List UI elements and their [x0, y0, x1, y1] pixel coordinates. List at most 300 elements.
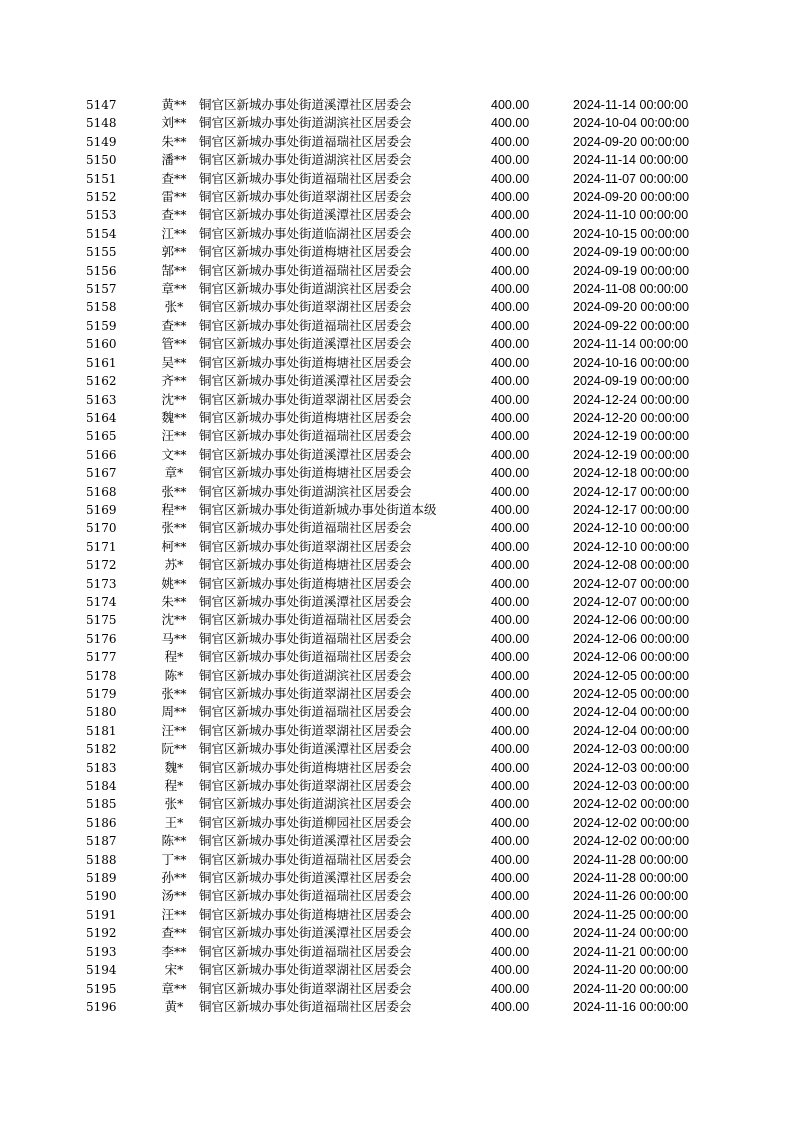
record-id-cell: 5183 [86, 760, 117, 775]
issue-date-cell: 2024-09-19 00:00:00 [573, 374, 690, 389]
issue-date-cell: 2024-12-04 00:00:00 [573, 705, 690, 720]
recipient-name-cell: 郜** [161, 262, 187, 278]
records-table [86, 96, 733, 1016]
recipient-name-cell: 沈** [161, 391, 187, 407]
amount-cell: 400.00 [491, 760, 530, 775]
record-id-cell: 5194 [86, 963, 117, 978]
recipient-name-cell: 黄* [164, 998, 184, 1014]
record-id-cell: 5158 [86, 300, 117, 315]
issue-date-cell: 2024-12-02 00:00:00 [573, 797, 690, 812]
record-id-cell: 5151 [86, 171, 117, 186]
record-id-cell: 5149 [86, 134, 117, 149]
issue-date-cell: 2024-12-03 00:00:00 [573, 742, 690, 757]
table-row [86, 427, 733, 445]
record-id-cell: 5179 [86, 687, 117, 701]
organization-cell: 铜官区新城办事处街道梅塘社区居委会 [199, 244, 412, 260]
record-id-cell: 5163 [86, 392, 117, 407]
table-row [86, 943, 733, 961]
record-id-cell: 5175 [86, 613, 117, 628]
table-row [86, 832, 733, 850]
recipient-name-cell: 丁** [161, 851, 187, 867]
issue-date-cell: 2024-12-02 00:00:00 [573, 834, 690, 849]
issue-date-cell: 2024-11-21 00:00:00 [573, 944, 689, 959]
amount-cell: 400.00 [491, 337, 530, 352]
record-id-cell: 5170 [86, 521, 117, 536]
amount-cell: 400.00 [491, 318, 530, 333]
table-row [86, 317, 733, 335]
issue-date-cell: 2024-12-08 00:00:00 [573, 558, 690, 573]
amount-cell: 400.00 [491, 981, 530, 996]
table-row [86, 980, 733, 998]
recipient-name-cell: 刘** [161, 115, 187, 131]
issue-date-cell: 2024-12-07 00:00:00 [573, 594, 690, 609]
table-row [86, 96, 733, 114]
recipient-name-cell: 齐** [161, 373, 187, 389]
table-row [86, 335, 733, 353]
record-id-cell: 5191 [86, 907, 117, 922]
organization-cell: 铜官区新城办事处街道湖滨社区居委会 [199, 281, 412, 297]
recipient-name-cell: 查** [161, 317, 187, 333]
amount-cell: 400.00 [491, 282, 530, 297]
table-row [86, 262, 733, 280]
amount-cell: 400.00 [491, 447, 530, 462]
organization-cell: 铜官区新城办事处街道福瑞社区居委会 [199, 630, 412, 646]
issue-date-cell: 2024-09-20 00:00:00 [573, 190, 690, 205]
recipient-name-cell: 查** [161, 170, 187, 186]
issue-date-cell: 2024-12-19 00:00:00 [573, 447, 690, 462]
record-id-cell: 5157 [86, 282, 117, 297]
organization-cell: 铜官区新城办事处街道梅塘社区居委会 [199, 354, 412, 370]
recipient-name-cell: 马** [161, 630, 187, 646]
table-row [86, 151, 733, 169]
recipient-name-cell: 黄** [161, 97, 187, 112]
record-id-cell: 5166 [86, 447, 117, 462]
recipient-name-cell: 文** [161, 446, 187, 462]
table-row [86, 354, 733, 372]
issue-date-cell: 2024-11-08 00:00:00 [573, 282, 689, 297]
amount-cell: 400.00 [491, 631, 530, 646]
table-row [86, 998, 733, 1016]
table-row [86, 446, 733, 464]
issue-date-cell: 2024-12-10 00:00:00 [573, 521, 690, 536]
amount-cell: 400.00 [491, 926, 530, 941]
amount-cell: 400.00 [491, 502, 530, 517]
table-row [86, 556, 733, 574]
recipient-name-cell: 程* [164, 649, 184, 665]
issue-date-cell: 2024-11-24 00:00:00 [573, 926, 689, 941]
organization-cell: 铜官区新城办事处街道梅塘社区居委会 [199, 557, 412, 573]
issue-date-cell: 2024-11-25 00:00:00 [573, 907, 689, 922]
amount-cell: 400.00 [491, 907, 530, 922]
issue-date-cell: 2024-09-22 00:00:00 [573, 318, 690, 333]
record-id-cell: 5186 [86, 815, 117, 830]
organization-cell: 铜官区新城办事处街道柳园社区居委会 [199, 814, 412, 830]
issue-date-cell: 2024-09-19 00:00:00 [573, 263, 690, 278]
issue-date-cell: 2024-10-04 00:00:00 [573, 116, 690, 131]
issue-date-cell: 2024-10-15 00:00:00 [573, 226, 690, 241]
record-id-cell: 5176 [86, 631, 117, 646]
recipient-name-cell: 孙** [161, 870, 187, 886]
table-row [86, 206, 733, 224]
table-row [86, 740, 733, 758]
table-row [86, 170, 733, 188]
recipient-name-cell: 宋* [164, 962, 184, 978]
recipient-name-cell: 陈* [164, 667, 184, 683]
amount-cell: 400.00 [491, 576, 530, 591]
recipient-name-cell: 汪** [161, 428, 187, 444]
amount-cell: 400.00 [491, 852, 530, 867]
records-table-body [86, 96, 733, 1016]
recipient-name-cell: 姚** [161, 575, 187, 591]
recipient-name-cell: 汤** [161, 888, 187, 904]
recipient-name-cell: 张** [161, 686, 187, 701]
record-id-cell: 5156 [86, 263, 117, 278]
record-id-cell: 5195 [86, 981, 117, 996]
organization-cell: 铜官区新城办事处街道翠湖社区居委会 [199, 538, 412, 554]
record-id-cell: 5169 [86, 502, 117, 517]
recipient-name-cell: 郭** [161, 244, 187, 260]
issue-date-cell: 2024-09-20 00:00:00 [573, 300, 690, 315]
amount-cell: 400.00 [491, 705, 530, 720]
amount-cell: 400.00 [491, 521, 530, 536]
amount-cell: 400.00 [491, 650, 530, 665]
recipient-name-cell: 江** [161, 225, 187, 241]
organization-cell: 铜官区新城办事处街道翠湖社区居委会 [199, 962, 412, 978]
record-id-cell: 5160 [86, 337, 117, 352]
organization-cell: 铜官区新城办事处街道梅塘社区居委会 [199, 575, 412, 591]
amount-cell: 400.00 [491, 484, 530, 499]
amount-cell: 400.00 [491, 208, 530, 223]
recipient-name-cell: 陈** [161, 833, 187, 849]
organization-cell: 铜官区新城办事处街道福瑞社区居委会 [199, 262, 412, 278]
issue-date-cell: 2024-11-14 00:00:00 [573, 98, 689, 112]
issue-date-cell: 2024-12-07 00:00:00 [573, 576, 690, 591]
issue-date-cell: 2024-11-10 00:00:00 [573, 208, 689, 223]
table-row [86, 630, 733, 648]
issue-date-cell: 2024-12-05 00:00:00 [573, 687, 690, 701]
issue-date-cell: 2024-12-06 00:00:00 [573, 650, 690, 665]
organization-cell: 铜官区新城办事处街道翠湖社区居委会 [199, 778, 412, 794]
table-row [86, 409, 733, 427]
organization-cell: 铜官区新城办事处街道临湖社区居委会 [199, 225, 412, 241]
table-row [86, 869, 733, 887]
recipient-name-cell: 程* [164, 778, 184, 794]
recipient-name-cell: 吴** [161, 354, 187, 370]
organization-cell: 铜官区新城办事处街道福瑞社区居委会 [199, 133, 412, 149]
issue-date-cell: 2024-11-07 00:00:00 [573, 171, 689, 186]
table-row [86, 298, 733, 316]
issue-date-cell: 2024-12-03 00:00:00 [573, 779, 690, 794]
record-id-cell: 5167 [86, 466, 117, 481]
table-row [86, 538, 733, 556]
organization-cell: 铜官区新城办事处街道福瑞社区居委会 [199, 612, 412, 628]
table-row [86, 114, 733, 132]
record-id-cell: 5154 [86, 226, 117, 241]
issue-date-cell: 2024-11-14 00:00:00 [573, 153, 689, 168]
organization-cell: 铜官区新城办事处街道翠湖社区居委会 [199, 299, 412, 315]
amount-cell: 400.00 [491, 429, 530, 444]
record-id-cell: 5159 [86, 318, 117, 333]
amount-cell: 400.00 [491, 171, 530, 186]
table-row [86, 133, 733, 151]
table-row [86, 243, 733, 261]
record-id-cell: 5185 [86, 797, 117, 812]
recipient-name-cell: 张** [161, 520, 187, 536]
recipient-name-cell: 阮** [161, 741, 187, 757]
recipient-name-cell: 章** [161, 281, 187, 297]
issue-date-cell: 2024-11-14 00:00:00 [573, 337, 689, 352]
recipient-name-cell: 管** [161, 336, 187, 352]
recipient-name-cell: 苏* [164, 557, 184, 573]
recipient-name-cell: 查** [161, 925, 187, 941]
recipient-name-cell: 章** [161, 980, 187, 996]
table-row [86, 667, 733, 685]
table-row [86, 464, 733, 482]
record-id-cell: 5190 [86, 889, 117, 904]
organization-cell: 铜官区新城办事处街道福瑞社区居委会 [199, 888, 412, 904]
organization-cell: 铜官区新城办事处街道溪潭社区居委会 [199, 925, 412, 941]
amount-cell: 400.00 [491, 815, 530, 830]
organization-cell: 铜官区新城办事处街道翠湖社区居委会 [199, 722, 412, 738]
record-id-cell: 5162 [86, 374, 117, 389]
amount-cell: 400.00 [491, 263, 530, 278]
issue-date-cell: 2024-12-17 00:00:00 [573, 484, 690, 499]
issue-date-cell: 2024-12-04 00:00:00 [573, 723, 690, 738]
amount-cell: 400.00 [491, 889, 530, 904]
issue-date-cell: 2024-09-20 00:00:00 [573, 134, 690, 149]
recipient-name-cell: 李** [161, 943, 187, 959]
table-row [86, 519, 733, 537]
recipient-name-cell: 程** [161, 501, 187, 517]
issue-date-cell: 2024-12-02 00:00:00 [573, 815, 690, 830]
issue-date-cell: 2024-12-10 00:00:00 [573, 539, 690, 554]
recipient-name-cell: 查** [161, 207, 187, 223]
record-id-cell: 5181 [86, 723, 117, 738]
issue-date-cell: 2024-12-18 00:00:00 [573, 466, 690, 481]
organization-cell: 铜官区新城办事处街道福瑞社区居委会 [199, 998, 412, 1014]
organization-cell: 铜官区新城办事处街道湖滨社区居委会 [199, 115, 412, 131]
table-row [86, 280, 733, 298]
issue-date-cell: 2024-12-05 00:00:00 [573, 668, 690, 683]
table-row [86, 703, 733, 721]
organization-cell: 铜官区新城办事处街道湖滨社区居委会 [199, 483, 412, 499]
record-id-cell: 5150 [86, 153, 117, 168]
amount-cell: 400.00 [491, 355, 530, 370]
recipient-name-cell: 雷** [161, 189, 187, 205]
organization-cell: 铜官区新城办事处街道福瑞社区居委会 [199, 943, 412, 959]
organization-cell: 铜官区新城办事处街道溪潭社区居委会 [199, 833, 412, 849]
recipient-name-cell: 张* [164, 299, 184, 315]
record-id-cell: 5187 [86, 834, 117, 849]
amount-cell: 400.00 [491, 98, 530, 112]
issue-date-cell: 2024-10-16 00:00:00 [573, 355, 690, 370]
table-row [86, 593, 733, 611]
organization-cell: 铜官区新城办事处街道湖滨社区居委会 [199, 796, 412, 812]
recipient-name-cell: 朱** [161, 593, 187, 609]
record-id-cell: 5196 [86, 999, 117, 1014]
recipient-name-cell: 汪** [161, 722, 187, 738]
record-id-cell: 5172 [86, 558, 117, 573]
recipient-name-cell: 魏** [161, 409, 187, 425]
organization-cell: 铜官区新城办事处街道翠湖社区居委会 [199, 980, 412, 996]
organization-cell: 铜官区新城办事处街道福瑞社区居委会 [199, 317, 412, 333]
amount-cell: 400.00 [491, 871, 530, 886]
organization-cell: 铜官区新城办事处街道翠湖社区居委会 [199, 391, 412, 407]
amount-cell: 400.00 [491, 410, 530, 425]
amount-cell: 400.00 [491, 392, 530, 407]
amount-cell: 400.00 [491, 963, 530, 978]
organization-cell: 铜官区新城办事处街道溪潭社区居委会 [199, 446, 412, 462]
issue-date-cell: 2024-12-06 00:00:00 [573, 613, 690, 628]
amount-cell: 400.00 [491, 226, 530, 241]
recipient-name-cell: 张** [161, 483, 187, 499]
issue-date-cell: 2024-11-20 00:00:00 [573, 963, 689, 978]
record-id-cell: 5189 [86, 871, 117, 886]
organization-cell: 铜官区新城办事处街道梅塘社区居委会 [199, 465, 412, 481]
amount-cell: 400.00 [491, 668, 530, 683]
table-row [86, 851, 733, 869]
amount-cell: 400.00 [491, 944, 530, 959]
issue-date-cell: 2024-11-26 00:00:00 [573, 889, 689, 904]
table-row [86, 795, 733, 813]
amount-cell: 400.00 [491, 374, 530, 389]
record-id-cell: 5173 [86, 576, 117, 591]
amount-cell: 400.00 [491, 558, 530, 573]
record-id-cell: 5182 [86, 742, 117, 757]
organization-cell: 铜官区新城办事处街道福瑞社区居委会 [199, 520, 412, 536]
amount-cell: 400.00 [491, 999, 530, 1014]
issue-date-cell: 2024-11-28 00:00:00 [573, 871, 689, 886]
amount-cell: 400.00 [491, 742, 530, 757]
organization-cell: 铜官区新城办事处街道梅塘社区居委会 [199, 906, 412, 922]
record-id-cell: 5168 [86, 484, 117, 499]
amount-cell: 400.00 [491, 116, 530, 131]
amount-cell: 400.00 [491, 245, 530, 260]
record-id-cell: 5188 [86, 852, 117, 867]
record-id-cell: 5184 [86, 779, 117, 794]
record-id-cell: 5148 [86, 116, 117, 131]
organization-cell: 铜官区新城办事处街道溪潭社区居委会 [199, 207, 412, 223]
table-row [86, 391, 733, 409]
record-id-cell: 5178 [86, 668, 117, 683]
organization-cell: 铜官区新城办事处街道溪潭社区居委会 [199, 741, 412, 757]
table-row [86, 372, 733, 390]
issue-date-cell: 2024-12-03 00:00:00 [573, 760, 690, 775]
recipient-name-cell: 柯** [161, 538, 187, 554]
table-row [86, 501, 733, 519]
issue-date-cell: 2024-11-16 00:00:00 [573, 999, 689, 1014]
issue-date-cell: 2024-12-24 00:00:00 [573, 392, 690, 407]
table-row [86, 225, 733, 243]
record-id-cell: 5165 [86, 429, 117, 444]
record-id-cell: 5164 [86, 410, 117, 425]
issue-date-cell: 2024-11-20 00:00:00 [573, 981, 689, 996]
recipient-name-cell: 王* [164, 814, 184, 830]
organization-cell: 铜官区新城办事处街道梅塘社区居委会 [199, 759, 412, 775]
amount-cell: 400.00 [491, 190, 530, 205]
organization-cell: 铜官区新城办事处街道湖滨社区居委会 [199, 667, 412, 683]
table-row [86, 648, 733, 666]
table-row [86, 759, 733, 777]
record-id-cell: 5192 [86, 926, 117, 941]
amount-cell: 400.00 [491, 539, 530, 554]
table-row [86, 906, 733, 924]
amount-cell: 400.00 [491, 466, 530, 481]
organization-cell: 铜官区新城办事处街道新城办事处街道本级 [199, 501, 437, 517]
record-id-cell: 5174 [86, 594, 117, 609]
amount-cell: 400.00 [491, 613, 530, 628]
table-row [86, 575, 733, 593]
table-row [86, 924, 733, 942]
organization-cell: 铜官区新城办事处街道溪潭社区居委会 [199, 97, 412, 112]
table-row [86, 188, 733, 206]
organization-cell: 铜官区新城办事处街道梅塘社区居委会 [199, 409, 412, 425]
record-id-cell: 5180 [86, 705, 117, 720]
recipient-name-cell: 朱** [161, 133, 187, 149]
record-id-cell: 5171 [86, 539, 117, 554]
recipient-name-cell: 潘** [161, 152, 187, 168]
recipient-name-cell: 张* [164, 796, 184, 812]
recipient-name-cell: 魏* [164, 759, 184, 775]
table-row [86, 722, 733, 740]
record-id-cell: 5155 [86, 245, 117, 260]
record-id-cell: 5152 [86, 190, 117, 205]
issue-date-cell: 2024-12-17 00:00:00 [573, 502, 690, 517]
record-id-cell: 5177 [86, 650, 117, 665]
recipient-name-cell: 沈** [161, 612, 187, 628]
amount-cell: 400.00 [491, 134, 530, 149]
recipient-name-cell: 章* [164, 465, 184, 481]
table-row [86, 685, 733, 703]
organization-cell: 铜官区新城办事处街道溪潭社区居委会 [199, 870, 412, 886]
amount-cell: 400.00 [491, 687, 530, 701]
issue-date-cell: 2024-11-28 00:00:00 [573, 852, 689, 867]
record-id-cell: 5193 [86, 944, 117, 959]
table-row [86, 611, 733, 629]
organization-cell: 铜官区新城办事处街道湖滨社区居委会 [199, 152, 412, 168]
issue-date-cell: 2024-12-06 00:00:00 [573, 631, 690, 646]
organization-cell: 铜官区新城办事处街道福瑞社区居委会 [199, 649, 412, 665]
organization-cell: 铜官区新城办事处街道溪潭社区居委会 [199, 373, 412, 389]
amount-cell: 400.00 [491, 594, 530, 609]
recipient-name-cell: 周** [161, 704, 187, 720]
issue-date-cell: 2024-12-19 00:00:00 [573, 429, 690, 444]
amount-cell: 400.00 [491, 834, 530, 849]
record-id-cell: 5161 [86, 355, 117, 370]
record-id-cell: 5147 [86, 98, 117, 112]
organization-cell: 铜官区新城办事处街道福瑞社区居委会 [199, 704, 412, 720]
organization-cell: 铜官区新城办事处街道福瑞社区居委会 [199, 851, 412, 867]
amount-cell: 400.00 [491, 779, 530, 794]
table-row [86, 483, 733, 501]
record-id-cell: 5153 [86, 208, 117, 223]
organization-cell: 铜官区新城办事处街道福瑞社区居委会 [199, 428, 412, 444]
recipient-name-cell: 汪** [161, 906, 187, 922]
organization-cell: 铜官区新城办事处街道溪潭社区居委会 [199, 593, 412, 609]
table-row [86, 961, 733, 979]
organization-cell: 铜官区新城办事处街道溪潭社区居委会 [199, 336, 412, 352]
table-row [86, 814, 733, 832]
amount-cell: 400.00 [491, 153, 530, 168]
amount-cell: 400.00 [491, 300, 530, 315]
issue-date-cell: 2024-09-19 00:00:00 [573, 245, 690, 260]
table-row [86, 887, 733, 905]
organization-cell: 铜官区新城办事处街道翠湖社区居委会 [199, 189, 412, 205]
issue-date-cell: 2024-12-20 00:00:00 [573, 410, 690, 425]
table-row [86, 777, 733, 795]
amount-cell: 400.00 [491, 797, 530, 812]
amount-cell: 400.00 [491, 723, 530, 738]
